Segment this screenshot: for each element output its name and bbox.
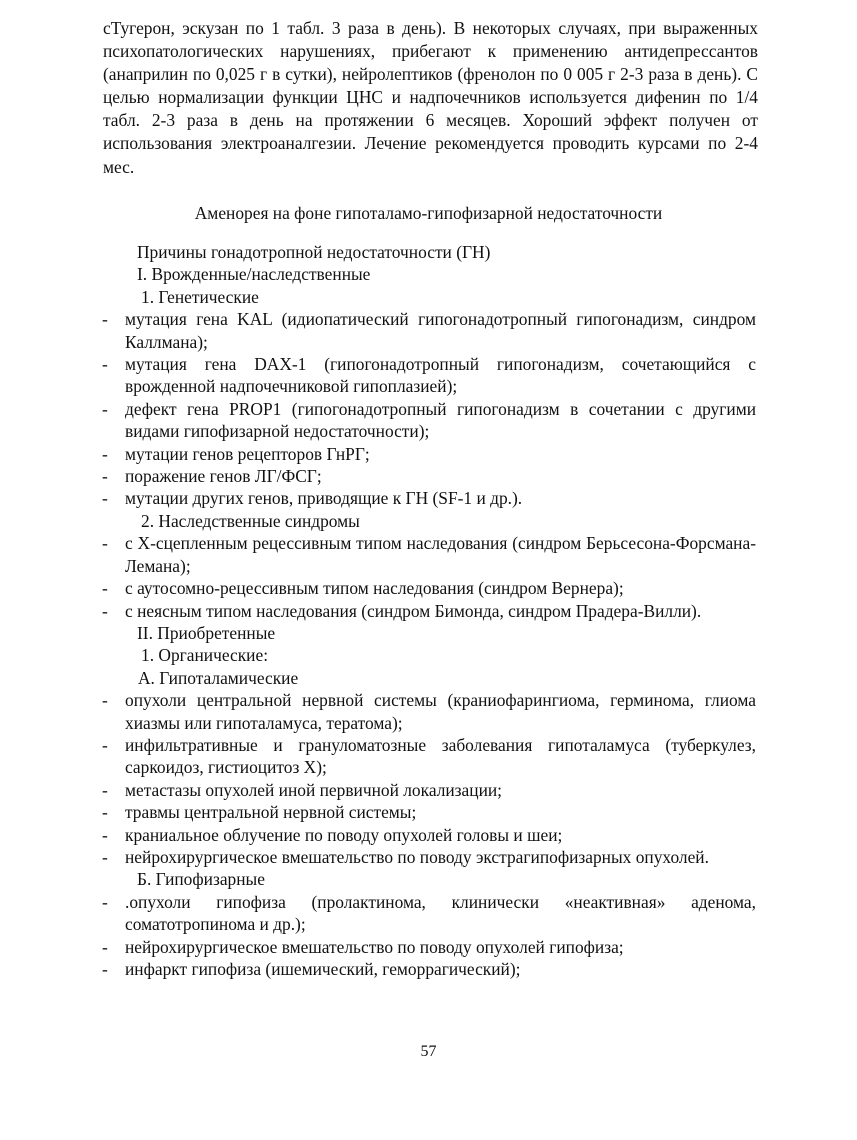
causes-title: Причины гонадотропной недостаточности (ГН) xyxy=(137,242,491,262)
list-item-text: мутация гена DAX-1 (гипогонадотропный гипогонадизм, сочетающийся с врожденной надпочечниковой гипоплазией); xyxy=(125,354,756,397)
bullet-dash: - xyxy=(102,466,108,487)
hereditary-syndromes-subheading: 2. Наследственные синдромы xyxy=(141,510,360,531)
list-item xyxy=(0,958,756,980)
list-item-text: опухоли центральной нервной системы (краниофарингиома, герминома, глиома хиазмы или гипоталамуса, тератома); xyxy=(125,690,756,733)
causes-section xyxy=(0,241,857,980)
genetic-subheading: 1. Генетические xyxy=(141,286,259,307)
list-item xyxy=(0,308,756,353)
bullet-dash: - xyxy=(102,959,108,979)
list-item-text: .опухоли гипофиза (пролактинома, клинически «неактивная» аденома, соматотропинома и др.); xyxy=(125,891,756,935)
list-item-text: с Х-сцепленным рецессивным типом наследования (синдром Берьсесона-Форсмана-Лемана); xyxy=(125,533,756,576)
list-item xyxy=(0,443,756,465)
list-item-text: нейрохирургическое вмешательство по поводу опухолей гипофиза; xyxy=(125,936,624,957)
bullet-dash: - xyxy=(102,690,108,711)
list-item xyxy=(0,577,756,599)
list-item xyxy=(0,936,756,958)
list-item-text: инфаркт гипофиза (ишемический, геморрагический); xyxy=(125,959,521,979)
list-item xyxy=(0,891,756,936)
list-item-text: поражение генов ЛГ/ФСГ; xyxy=(125,466,322,487)
bullet-dash: - xyxy=(102,600,108,621)
list-item-text: метастазы опухолей иной первичной локализации; xyxy=(125,779,503,800)
list-item-text: мутации генов рецепторов ГнРГ; xyxy=(125,443,370,464)
bullet-dash: - xyxy=(102,488,108,509)
list-item-text: мутация гена KAL (идиопатический гипогонадотропный гипогонадизм, синдром Каллмана); xyxy=(125,309,756,352)
page-number: 57 xyxy=(420,1043,437,1060)
list-item xyxy=(0,532,756,577)
bullet-dash: - xyxy=(102,824,108,845)
list-item xyxy=(0,734,756,779)
list-item-text: травмы центральной нервной системы; xyxy=(125,802,417,823)
bullet-dash: - xyxy=(102,533,108,554)
bullet-dash: - xyxy=(102,936,108,957)
list-item xyxy=(0,600,756,622)
list-item xyxy=(0,824,756,846)
list-item-text: краниальное облучение по поводу опухолей головы и шеи; xyxy=(125,824,563,845)
list-item xyxy=(0,465,756,487)
list-item xyxy=(0,689,756,734)
bullet-dash: - xyxy=(102,734,108,755)
list-item xyxy=(0,779,756,801)
bullet-dash: - xyxy=(102,891,108,912)
bullet-dash: - xyxy=(102,779,108,800)
bullet-dash: - xyxy=(102,398,108,419)
list-item-text: нейрохирургическое вмешательство по поводу экстрагипофизарных опухолей. xyxy=(125,846,709,867)
bullet-dash: - xyxy=(102,578,108,599)
bullet-dash: - xyxy=(102,846,108,867)
bullet-dash: - xyxy=(102,309,108,330)
intro-paragraph: сТугерон, эскузан по 1 табл. 3 раза в день). В некоторых случаях, при выраженных психопатологических нарушениях, прибегают к применению антидепрессантов (анаприлин по 0,025 г в сутки), нейролептиков (френолон по 0 005 г 2-3 раза в день). С целью нормализации функции ЦНС и надпочечников используется дифенин по 1/4 табл. 2-3 раза в день на протяжении 6 месяцев. Хороший эффект получен от использования электроаналгезии. Лечение рекомендуется проводить курсами по 2-4 мес. xyxy=(103,18,758,177)
section-heading: Аменорея на фоне гипоталамо-гипофизарной недостаточности xyxy=(194,203,663,223)
pituitary-subheading: Б. Гипофизарные xyxy=(137,869,265,890)
list-item xyxy=(0,487,756,509)
list-item-text: инфильтративные и грануломатозные заболевания гипоталамуса (туберкулез, саркоидоз, гистиоцитоз Х); xyxy=(125,734,756,778)
bullet-dash: - xyxy=(102,443,108,464)
list-item-text: мутации других генов, приводящие к ГН (SF-1 и др.). xyxy=(125,488,523,509)
list-item-text: с аутосомно-рецессивным типом наследования (синдром Вернера); xyxy=(125,578,624,599)
list-item xyxy=(0,801,756,823)
list-item xyxy=(0,398,756,443)
list-item xyxy=(0,353,756,398)
group-2-title: II. Приобретенные xyxy=(137,622,276,643)
list-item-text: дефект гена PROP1 (гипогонадотропный гипогонадизм в сочетании с другими видами гипофизарной недостаточности); xyxy=(125,398,756,442)
organic-subheading: 1. Органические: xyxy=(141,645,269,666)
hypothalamic-subheading: А. Гипоталамические xyxy=(138,667,299,688)
bullet-dash: - xyxy=(102,802,108,823)
list-item-text: с неясным типом наследования (синдром Бимонда, синдром Прадера-Вилли). xyxy=(125,600,702,621)
list-item xyxy=(0,846,756,868)
group-1-title: I. Врожденные/наследственные xyxy=(137,264,371,285)
bullet-dash: - xyxy=(102,354,108,375)
